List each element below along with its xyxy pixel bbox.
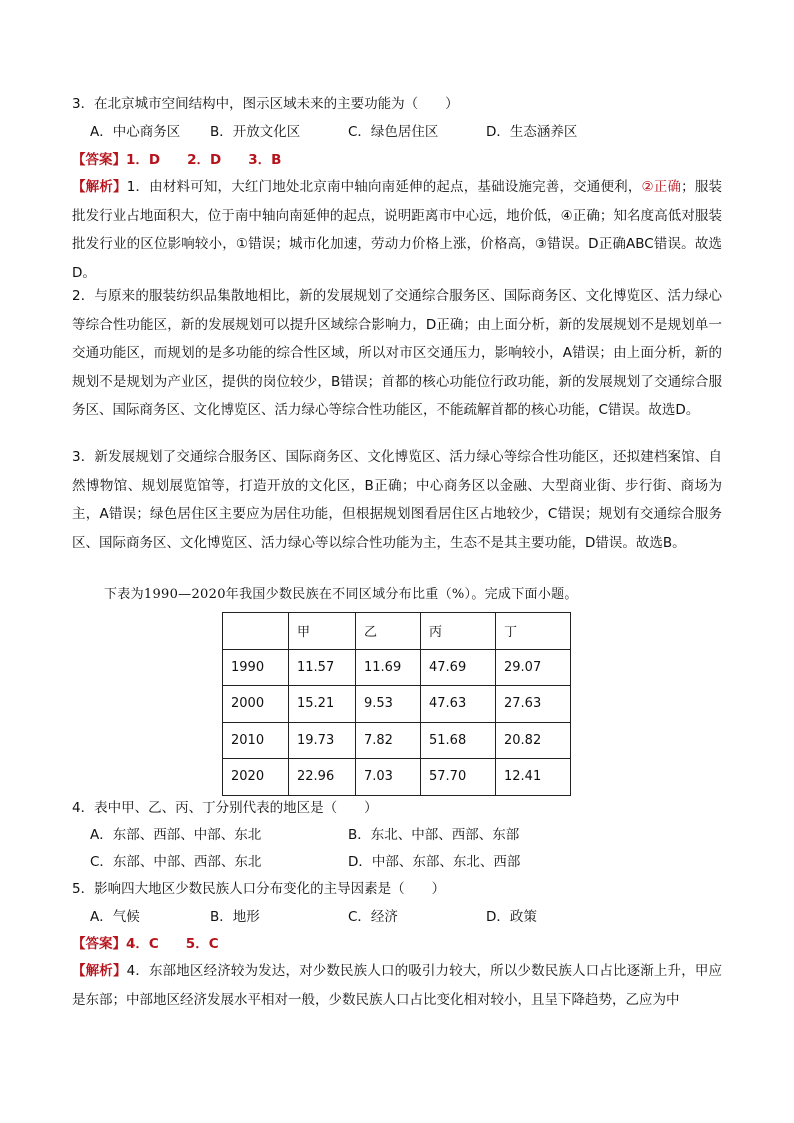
answer-label: 【答案】 [72,936,126,952]
answer-text: 4．C 5．C [126,936,219,952]
q4-option-c: C．东部、中部、西部、东北 [90,854,262,870]
analysis-paragraph-3: 3．新发展规划了交通综合服务区、国际商务区、文化博览区、活力绿心等综合性功能区，还拟建档案馆、自然博物馆、规划展览馆等，打造开放的文化区，B正确；中心商务区以金融、大型商业街、步行街、商场为主，A错误；绿色居住区主要应为居住功能，但根据规划图看居住区占地较少，C错误；规划有交通综合服务区、国际商务区、文化博览区、活力绿心等以综合性功能为主，生态不是其主要功能，D错误。故选B。 [72,449,722,551]
table-cell: 11.57 [289,649,356,686]
q5-option-b: B．地形 [210,909,260,925]
q3-option-b: B．开放文化区 [210,124,301,140]
question-5-stem: 5．影响四大地区少数民族人口分布变化的主导因素是（ ） [72,881,446,897]
table-row [223,686,571,723]
table-cell: 19.73 [289,722,356,759]
table-intro: 下表为1990—2020年我国少数民族在不同区域分布比重（%）。完成下面小题。 [104,587,578,602]
analysis-4-text: 4．东部地区经济较为发达，对少数民族人口的吸引力较大，所以少数民族人口占比逐渐上升，甲应是东部；中部地区经济发展水平相对一般，少数民族人口占比变化相对较小，且呈下降趋势，乙应为中 [72,963,723,1008]
analysis-paragraph-1 [72,173,722,287]
table-cell: 1990 [223,649,289,686]
answer-label: 【答案】 [72,152,126,168]
q3-option-c: C．绿色居住区 [348,124,439,140]
table-cell: 2000 [223,686,289,723]
analysis-label: 【解析】 [72,963,127,979]
answer-text: 1．D 2．D 3．B [126,152,282,168]
q4-option-b: B．东北、中部、西部、东部 [348,827,520,843]
table-cell: 11.69 [356,649,421,686]
table-header-cell: 乙 [356,613,421,650]
q5-option-a: A．气候 [90,909,140,925]
table-header-cell: 丁 [496,613,571,650]
data-table [222,612,571,796]
table-cell: 9.53 [356,686,421,723]
question-4-stem: 4．表中甲、乙、丙、丁分别代表的地区是（ ） [72,800,378,816]
analysis-1-part-b: ；服装批发行业占地面积大，位于南中轴向南延伸的起点，说明距离市中心远，地价低，④正确；知名度高低对服装批发行业的区位影响较小，①错误；城市化加速，劳动力价格上涨，价格高，③错误。D正确ABC错误。故选D。 [72,179,723,281]
table-cell: 51.68 [421,722,496,759]
analysis-label: 【解析】 [72,179,127,195]
table-header-row [223,613,571,650]
table-row [223,759,571,796]
table-cell: 7.82 [356,722,421,759]
table-cell: 29.07 [496,649,571,686]
q5-option-d: D．政策 [486,909,537,925]
table-row [223,649,571,686]
table-header-cell: 甲 [289,613,356,650]
q4-option-d: D．中部、东部、东北、西部 [348,854,521,870]
table-cell: 22.96 [289,759,356,796]
q5-option-c: C．经济 [348,909,398,925]
analysis-1-highlight: ②正确 [641,179,682,195]
analysis-paragraph-2: 2．与原来的服装纺织品集散地相比，新的发展规划了交通综合服务区、国际商务区、文化博览区、活力绿心等综合性功能区，新的发展规划可以提升区域综合影响力，D正确；由上面分析，新的发展规划不是规划单一交通功能区，而规划的是多功能的综合性区域，所以对市区交通压力，影响较小，A错误；由上面分析，新的规划不是规划为产业区，提供的岗位较少，B错误；首都的核心功能位行政功能，新的发展规划了交通综合服务区、国际商务区、文化博览区、活力绿心等综合性功能区，不能疏解首都的核心功能，C错误。故选D。 [72,288,722,419]
analysis-1-part-a: 1．由材料可知，大红门地处北京南中轴向南延伸的起点，基础设施完善，交通便利， [126,179,642,195]
table-cell: 2020 [223,759,289,796]
q4-option-a: A．东部、西部、中部、东北 [90,827,262,843]
table-cell: 7.03 [356,759,421,796]
table-cell: 47.63 [421,686,496,723]
q3-option-a: A．中心商务区 [90,124,181,140]
table-cell: 12.41 [496,759,571,796]
q3-option-d: D．生态涵养区 [486,124,578,140]
analysis-paragraph-4 [72,957,722,1014]
table-cell: 57.70 [421,759,496,796]
table-row [223,722,571,759]
question-3-stem: 3．在北京城市空间结构中，图示区域未来的主要功能为（ ） [72,96,459,112]
table-header-cell: 丙 [421,613,496,650]
answer-block-1 [72,150,281,170]
answer-block-2 [72,934,219,954]
table-header-cell [223,613,289,650]
table-cell: 15.21 [289,686,356,723]
table-cell: 20.82 [496,722,571,759]
table-cell: 2010 [223,722,289,759]
table-cell: 27.63 [496,686,571,723]
table-cell: 47.69 [421,649,496,686]
